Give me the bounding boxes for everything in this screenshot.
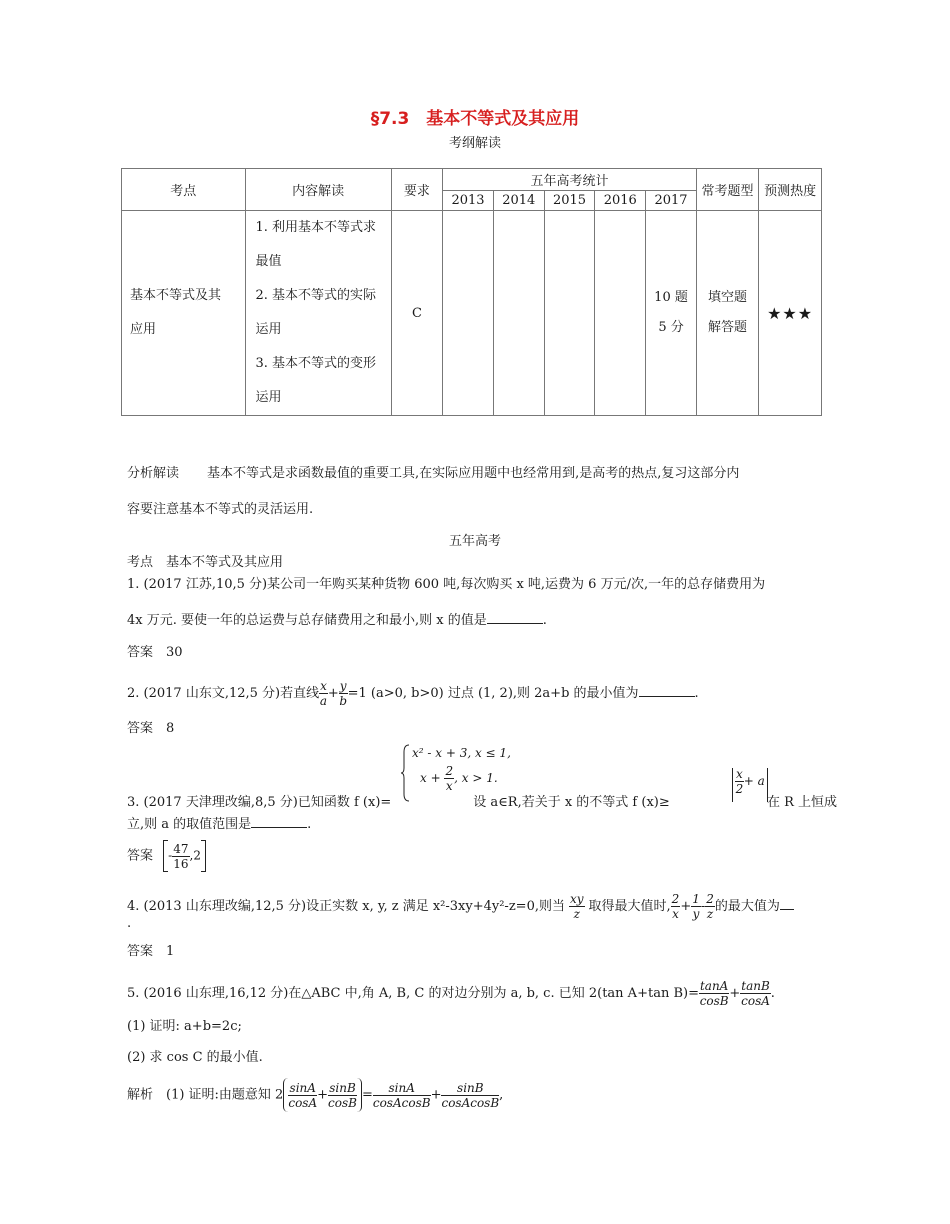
type-cell xyxy=(696,211,758,416)
point-line: 基本不等式及其 xyxy=(130,288,222,303)
header-year: 2015 xyxy=(544,191,595,211)
q4-dot: . xyxy=(127,916,132,931)
five-year-title: 五年高考 xyxy=(448,534,501,549)
header-stats: 五年高考统计 xyxy=(443,169,697,191)
q4-line: 4. (2013 山东理改编,12,5 分)设正实数 x, y, z 满足 x²-3xy+4y²-z=0,则当 $\frac{xy}{z}$ 取得最大值时, $\frac{2}{x}$ + $\frac{1}{y}$ - $\frac{2}{z}$ 的最大值为 xyxy=(127,893,794,920)
content-line: 最值 xyxy=(255,254,282,269)
syllabus-subtitle: 考纲解读 xyxy=(448,136,501,151)
analysis-line-1 xyxy=(127,462,739,481)
content-line: 3. 基本不等式的变形 xyxy=(255,356,377,371)
case2-frac: $\frac{2}{x}$ xyxy=(445,764,454,793)
q5-frac-tanA: $\frac{\tan A}{\cos B}$ xyxy=(699,979,729,1008)
requirement-cell: C xyxy=(391,211,442,416)
q5-line: 5. (2016 山东理,16,12 分)在△ABC 中,角 A, B, C 的对边分别为 a, b, c. 已知 2(tan A+tan B)= $\frac{\tan A}{\cos B}$ + $\frac{\tan B}{\cos A}$ . xyxy=(127,979,775,1008)
q3-suffix: 在 R 上恒成 xyxy=(767,795,838,810)
content-line: 2. 基本不等式的实际 xyxy=(255,288,377,303)
q2-plus: + xyxy=(327,686,339,701)
header-year: 2016 xyxy=(595,191,646,211)
point-line: 应用 xyxy=(130,322,157,337)
point-cell xyxy=(122,211,246,416)
content-line: 运用 xyxy=(255,322,282,337)
q5-solution: 解析 (1) 证明:由题意知 2 $\frac{\sin A}{\cos A}$ + $\frac{\sin B}{\cos B}$ = $\frac{\sin A}{\text{cosAcosB}}$ + $\frac{\sin B}{\text{cosAcosB}}$ , xyxy=(127,1078,503,1112)
q4-frac-xy-z: $\frac{xy}{z}$ xyxy=(569,892,584,921)
abs-frac: $\frac{x}{2}$ xyxy=(735,767,744,796)
analysis-line-2: 容要注意基本不等式的灵活运用. xyxy=(127,502,314,517)
header-year: 2014 xyxy=(493,191,544,211)
year-count: 10 题 xyxy=(654,290,688,305)
year-cell-2017 xyxy=(646,211,697,416)
year-cell xyxy=(544,211,595,416)
analysis-text: 基本不等式是求函数最值的重要工具,在实际应用题中也经常用到,是高考的热点,复习这部分内 xyxy=(207,466,740,481)
content-cell xyxy=(245,211,391,416)
q3-line-2: 立,则 a 的取值范围是 . xyxy=(127,817,312,832)
answer-blank xyxy=(639,684,695,697)
q1-end: . xyxy=(542,613,547,628)
q3-answer: 答案 - $\frac{47}{16}$ ,2 xyxy=(127,840,206,872)
q3-line-1 xyxy=(127,791,670,810)
header-requirement: 要求 xyxy=(391,169,442,211)
syllabus-table xyxy=(121,168,822,416)
answer-blank xyxy=(251,815,307,828)
header-point: 考点 xyxy=(122,169,246,211)
answer-blank xyxy=(487,611,543,624)
q2-prefix: 2. (2017 山东文,12,5 分)若直线 xyxy=(127,686,320,701)
year-cell xyxy=(443,211,494,416)
q2-frac-y-b: $\frac{y}{b}$ xyxy=(339,679,348,708)
q3-prefix: 3. (2017 天津理改编,8,5 分)已知函数 f (x)= xyxy=(127,795,392,810)
year-score: 5 分 xyxy=(658,320,684,335)
q5-frac-tanB: $\frac{\tan B}{\cos A}$ xyxy=(741,979,770,1008)
answer-frac: $\frac{47}{16}$ xyxy=(173,841,189,871)
type-line: 解答题 xyxy=(708,320,748,335)
section-title: §7.3 基本不等式及其应用 xyxy=(370,109,580,129)
q2-frac-x-a: $\frac{x}{a}$ xyxy=(319,679,328,708)
q1-line-1: 1. (2017 江苏,10,5 分)某公司一年购买某种货物 600 吨,每次购买 x 吨,运费为 6 万元/次,一年的总存储费用为 xyxy=(127,577,766,592)
q1-line-2 xyxy=(127,609,547,628)
content-line: 1. 利用基本不等式求 xyxy=(255,220,377,235)
q5-part-1: (1) 证明: a+b=2c; xyxy=(127,1019,242,1034)
abs-expression: $\frac{x}{2}$ + a xyxy=(732,768,768,804)
header-content: 内容解读 xyxy=(245,169,391,211)
type-line: 填空题 xyxy=(708,290,748,305)
q3-mid: 设 a∈R,若关于 x 的不等式 f (x)≥ xyxy=(473,795,670,810)
q4-answer: 答案 1 xyxy=(127,944,175,959)
q2-answer: 答案 8 xyxy=(127,721,175,736)
heat-stars: ★★★ xyxy=(759,211,822,416)
content-line: 运用 xyxy=(255,390,282,405)
year-cell xyxy=(493,211,544,416)
q2-suffix: =1 (a>0, b>0) 过点 (1, 2),则 2a+b 的最小值为 xyxy=(347,686,639,701)
header-common-type: 常考题型 xyxy=(696,169,758,211)
year-cell xyxy=(595,211,646,416)
header-year: 2017 xyxy=(646,191,697,211)
q2-line: 2. (2017 山东文,12,5 分)若直线 $\frac{x}{a}$ + $\frac{y}{b}$ =1 (a>0, b>0) 过点 (1, 2),则 2a+b 的最小值为 . xyxy=(127,679,699,708)
header-heat: 预测热度 xyxy=(759,169,822,211)
q1-text: 4x 万元. 要使一年的总运费与总存储费用之和最小,则 x 的值是 xyxy=(127,613,487,628)
answer-blank xyxy=(780,897,794,910)
q5-part-2: (2) 求 cos C 的最小值. xyxy=(127,1050,263,1065)
piecewise-case-2: x + $\frac{2}{x}$ , x > 1. xyxy=(420,764,498,793)
kaodian-heading: 考点 基本不等式及其应用 xyxy=(127,555,284,570)
q1-answer: 答案 30 xyxy=(127,645,183,660)
piecewise-case-1: x² - x + 3, x ≤ 1, xyxy=(412,746,511,760)
header-year: 2013 xyxy=(443,191,494,211)
analysis-label: 分析解读 xyxy=(127,466,180,481)
